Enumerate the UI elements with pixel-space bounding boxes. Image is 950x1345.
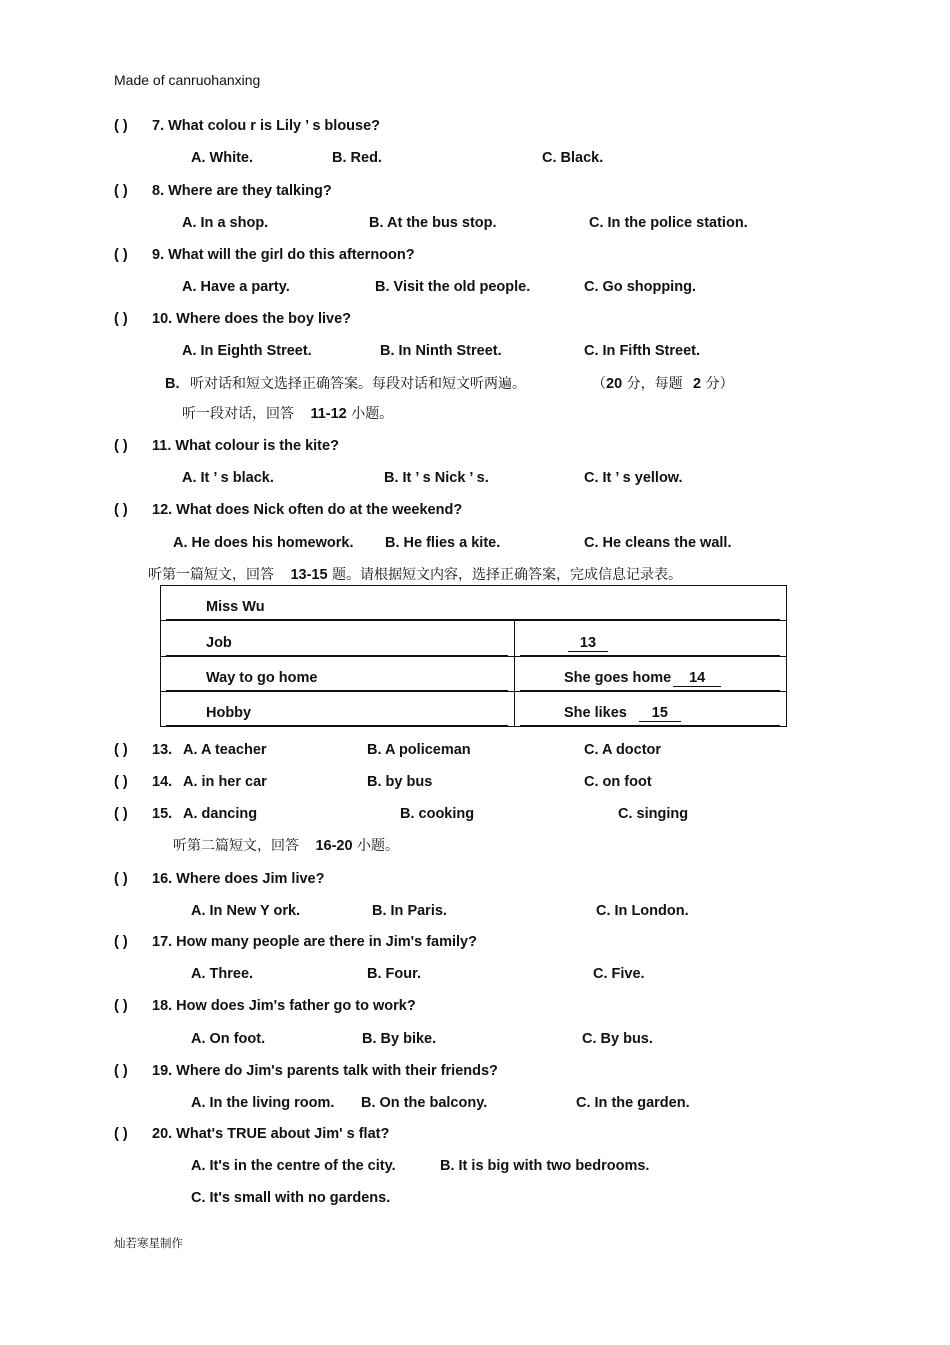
option-14a[interactable]: A. in her car (183, 774, 267, 790)
option-19c[interactable]: C. In the garden. (576, 1095, 690, 1111)
answer-bracket[interactable]: ( ) (114, 934, 128, 950)
info-record-table (160, 585, 787, 727)
option-18c[interactable]: C. By bus. (582, 1031, 653, 1047)
table-title-cell (161, 586, 787, 621)
option-12c[interactable]: C. He cleans the wall. (584, 535, 732, 551)
question-12: 12. What does Nick often do at the weekend? (152, 502, 463, 518)
score-each: 2 (693, 376, 702, 392)
table-row (161, 621, 787, 656)
option-12b[interactable]: B. He flies a kite. (385, 535, 501, 551)
option-20c[interactable]: C. It's small with no gardens. (191, 1190, 391, 1206)
table-label-cell (161, 621, 515, 656)
option-16c[interactable]: C. In London. (596, 903, 689, 919)
answer-bracket[interactable]: ( ) (114, 1126, 128, 1142)
page-header: Made of canruohanxing (114, 72, 261, 88)
question-15-num: 15. (152, 806, 173, 822)
option-19a[interactable]: A. In the living room. (191, 1095, 335, 1111)
score-total: 20 (606, 376, 623, 392)
value-job (520, 632, 780, 656)
instruction-11-12 (182, 403, 393, 423)
option-17b[interactable]: B. Four. (367, 966, 421, 982)
value-way-home (520, 667, 780, 691)
option-17c[interactable]: C. Five. (593, 966, 645, 982)
option-15c[interactable]: C. singing (618, 806, 689, 822)
option-10c[interactable]: C. In Fifth Street. (584, 343, 700, 359)
page-footer: 灿若寒星制作 (114, 1236, 183, 1250)
answer-bracket[interactable]: ( ) (114, 502, 128, 518)
table-row (161, 691, 787, 726)
instr-range: 16-20 (315, 838, 353, 854)
table-row (161, 656, 787, 691)
question-14-num: 14. (152, 774, 173, 790)
option-8c[interactable]: C. In the police station. (589, 215, 748, 231)
option-8b[interactable]: B. At the bus stop. (369, 215, 497, 231)
option-16b[interactable]: B. In Paris. (372, 903, 447, 919)
answer-bracket[interactable]: ( ) (114, 118, 128, 134)
score-open: （ (592, 376, 606, 392)
value-hobby (520, 702, 780, 726)
option-19b[interactable]: B. On the balcony. (361, 1095, 488, 1111)
instr-text: 小题。 (357, 838, 399, 854)
option-12a[interactable]: A. He does his homework. (173, 535, 354, 551)
question-13-num: 13. (152, 742, 173, 758)
option-17a[interactable]: A. Three. (191, 966, 254, 982)
label-job: Job (166, 632, 508, 656)
instr-range: 11-12 (310, 406, 347, 422)
option-18a[interactable]: A. On foot. (191, 1031, 266, 1047)
question-10: 10. Where does the boy live? (152, 311, 352, 327)
instr-range: 13-15 (290, 567, 328, 583)
option-11b[interactable]: B. It ’ s Nick ’ s. (384, 470, 489, 486)
option-14c[interactable]: C. on foot (584, 774, 652, 790)
answer-bracket[interactable]: ( ) (114, 183, 128, 199)
answer-bracket[interactable]: ( ) (114, 774, 128, 790)
table-value-cell (515, 621, 787, 656)
section-b-heading (165, 373, 526, 393)
instruction-13-15 (148, 564, 682, 584)
option-20b[interactable]: B. It is big with two bedrooms. (440, 1158, 650, 1174)
question-18: 18. How does Jim's father go to work? (152, 998, 416, 1014)
option-9b[interactable]: B. Visit the old people. (375, 279, 531, 295)
option-15b[interactable]: B. cooking (400, 806, 475, 822)
question-8: 8. Where are they talking? (152, 183, 332, 199)
answer-bracket[interactable]: ( ) (114, 247, 128, 263)
option-15a[interactable]: A. dancing (183, 806, 258, 822)
option-13c[interactable]: C. A doctor (584, 742, 662, 758)
question-7: 7. What colou r is Lily ’ s blouse? (152, 118, 381, 134)
instr-text: 听一段对话，回答 (182, 406, 294, 422)
label-way-home: Way to go home (166, 667, 508, 691)
blank-13[interactable]: 13 (568, 636, 608, 652)
option-16a[interactable]: A. In New Y ork. (191, 903, 301, 919)
question-16: 16. Where does Jim live? (152, 871, 325, 887)
answer-bracket[interactable]: ( ) (114, 1063, 128, 1079)
question-11: 11. What colour is the kite? (152, 438, 339, 454)
table-value-cell (515, 656, 787, 691)
option-14b[interactable]: B. by bus (367, 774, 433, 790)
question-20: 20. What's TRUE about Jim' s flat? (152, 1126, 390, 1142)
option-8a[interactable]: A. In a shop. (182, 215, 269, 231)
score-close: 分） (705, 376, 734, 392)
option-10a[interactable]: A. In Eighth Street. (182, 343, 312, 359)
option-11a[interactable]: A. It ’ s black. (182, 470, 274, 486)
section-b-label: B. (165, 376, 180, 392)
label-hobby: Hobby (166, 702, 508, 726)
instruction-16-20 (173, 835, 399, 855)
answer-bracket[interactable]: ( ) (114, 871, 128, 887)
section-b-score (592, 373, 734, 393)
option-7a[interactable]: A. White. (191, 150, 254, 166)
option-18b[interactable]: B. By bike. (362, 1031, 437, 1047)
instr-text: 听第一篇短文，回答 (148, 567, 274, 583)
blank-15[interactable]: 15 (639, 706, 681, 722)
table-title: Miss Wu (166, 596, 780, 620)
option-7c[interactable]: C. Black. (542, 150, 604, 166)
value-text: She likes (564, 705, 627, 721)
answer-bracket[interactable]: ( ) (114, 998, 128, 1014)
answer-bracket[interactable]: ( ) (114, 742, 128, 758)
question-9: 9. What will the girl do this afternoon? (152, 247, 415, 263)
instr-text: 听第二篇短文，回答 (173, 838, 299, 854)
instr-text: 小题。 (351, 406, 394, 422)
option-10b[interactable]: B. In Ninth Street. (380, 343, 502, 359)
option-9a[interactable]: A. Have a party. (182, 279, 290, 295)
table-label-cell (161, 656, 515, 691)
table-label-cell (161, 691, 515, 726)
instr-text: 题。请根据短文内容，选择正确答案，完成信息记录表。 (332, 567, 682, 583)
question-17: 17. How many people are there in Jim's family? (152, 934, 477, 950)
option-9c[interactable]: C. Go shopping. (584, 279, 696, 295)
blank-14[interactable]: 14 (673, 671, 721, 687)
table-row (161, 586, 787, 621)
option-11c[interactable]: C. It ’ s yellow. (584, 470, 683, 486)
option-20a[interactable]: A. It's in the centre of the city. (191, 1158, 396, 1174)
section-b-text: 听对话和短文选择正确答案。每段对话和短文听两遍。 (189, 376, 526, 392)
score-mid: 分，每题 (626, 376, 683, 392)
option-13a[interactable]: A. A teacher (183, 742, 267, 758)
option-7b[interactable]: B. Red. (332, 150, 382, 166)
answer-bracket[interactable]: ( ) (114, 438, 128, 454)
option-13b[interactable]: B. A policeman (367, 742, 471, 758)
table-value-cell (515, 691, 787, 726)
answer-bracket[interactable]: ( ) (114, 311, 128, 327)
value-text: She goes home (564, 669, 672, 686)
question-19: 19. Where do Jim's parents talk with their friends? (152, 1063, 498, 1079)
answer-bracket[interactable]: ( ) (114, 806, 128, 822)
